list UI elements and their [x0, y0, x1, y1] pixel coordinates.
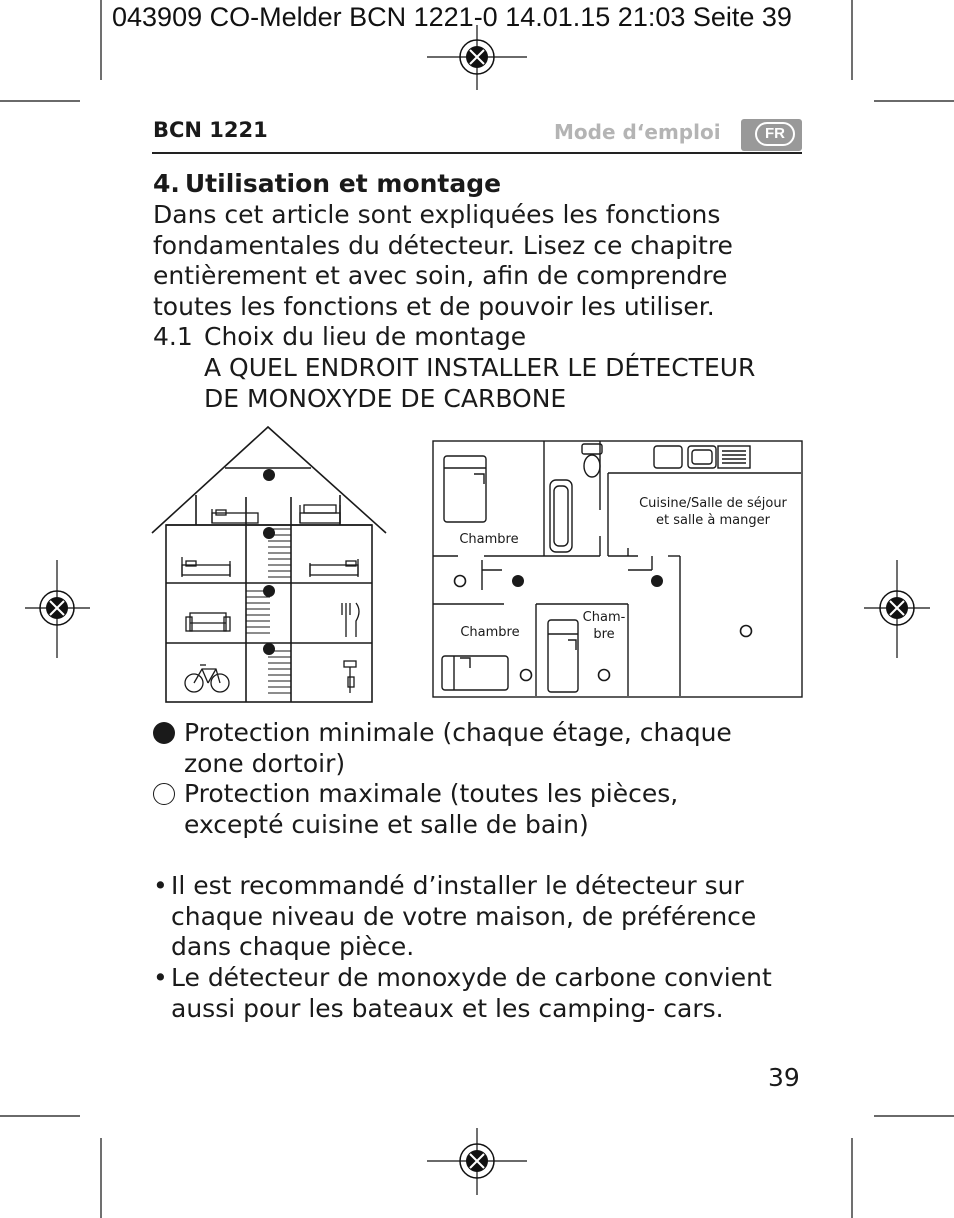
filled-circle-icon [153, 722, 175, 744]
legend-line: Protection minimale (chaque étage, chaque [184, 718, 732, 747]
language-badge [741, 119, 802, 151]
caps-line: DE MONOXYDE DE CARBONE [204, 383, 567, 413]
label-bedroom-1: Chambre [459, 532, 519, 547]
detector-minimal-icon [263, 643, 275, 655]
detector-maximal-icon [455, 576, 466, 587]
header-model: BCN 1221 [153, 118, 268, 142]
detector-maximal-icon [599, 670, 610, 681]
caps-line: A QUEL ENDROIT INSTALLER LE DÉTECTEUR [204, 353, 756, 382]
sofa-icon [186, 613, 230, 631]
crosshair-icon-left [25, 560, 90, 658]
detector-minimal-icon [263, 527, 275, 539]
cutlery-icon [342, 603, 359, 637]
bathtub-icon [550, 480, 572, 552]
bicycle-icon [185, 665, 229, 692]
section-paragraph [153, 200, 813, 322]
bed-icon [300, 505, 340, 523]
toilet-icon [582, 444, 602, 477]
header-rule [152, 152, 802, 154]
bullet-line: Le détecteur de monoxyde de carbone convient [171, 963, 772, 992]
detector-maximal-icon [521, 670, 532, 681]
paragraph-line: entièrement et avec soin, afin de comprendre [153, 261, 728, 290]
label-kitchen-line-2: et salle à manger [656, 513, 770, 528]
bed-icon [212, 509, 258, 523]
page-number: 39 [768, 1063, 800, 1092]
bullet-line: Il est recommandé d’installer le détecteur sur [171, 871, 744, 900]
floorplan-illustration [432, 440, 804, 700]
detector-minimal-icon [512, 575, 524, 587]
bed-icon [548, 620, 578, 692]
header-mode: Mode d‘emploi [554, 120, 721, 144]
detector-maximal-icon [741, 626, 752, 637]
label-bedroom-3-b: bre [593, 627, 615, 642]
bed-icon [182, 557, 230, 577]
label-kitchen-line-1: Cuisine/Salle de séjour [639, 496, 787, 511]
paragraph-line: toutes les fonctions et de pouvoir les utiliser. [153, 291, 715, 321]
kitchen-appliances-icon [654, 446, 750, 468]
detector-minimal-icon [651, 575, 663, 587]
label-bedroom-2: Chambre [460, 625, 520, 640]
bed-icon [442, 656, 508, 690]
detector-minimal-icon [263, 469, 275, 481]
label-bedroom-3-a: Cham- [582, 610, 626, 625]
legend-line: zone dortoir) [184, 748, 346, 778]
crosshair-icon-bottom [427, 1128, 527, 1195]
detector-minimal-icon [263, 585, 275, 597]
subsection-title: Choix du lieu de montage [204, 322, 527, 351]
paragraph-line: Dans cet article sont expliquées les fonctions [153, 200, 721, 229]
subsection-heading-caps [204, 353, 755, 414]
tools-icon [344, 661, 356, 693]
paragraph-line: fondamentales du détecteur. Lisez ce chapitre [153, 230, 733, 260]
language-label: FR [755, 122, 795, 146]
bullet-line: dans chaque pièce. [171, 932, 415, 961]
print-slug: 043909 CO-Melder BCN 1221-0 14.01.15 21:03 Seite 39 [112, 2, 792, 32]
bed-icon [310, 559, 358, 577]
bullet-line: chaque niveau de votre maison, de préférence [171, 901, 757, 931]
bullet-mark: • [153, 871, 168, 900]
bullet-mark: • [153, 963, 168, 992]
open-circle-icon [153, 783, 175, 805]
legend-line: Protection maximale (toutes les pièces, [184, 779, 679, 808]
bullet-line: aussi pour les bateaux et les camping- cars. [171, 993, 724, 1023]
house-illustration [150, 425, 390, 705]
legend-line: excepté cuisine et salle de bain) [184, 809, 589, 839]
section-title: 4. Utilisation et montage [153, 169, 502, 198]
bed-icon [444, 456, 486, 522]
crosshair-icon-right [864, 560, 930, 658]
subsection-number: 4.1 [153, 322, 193, 351]
